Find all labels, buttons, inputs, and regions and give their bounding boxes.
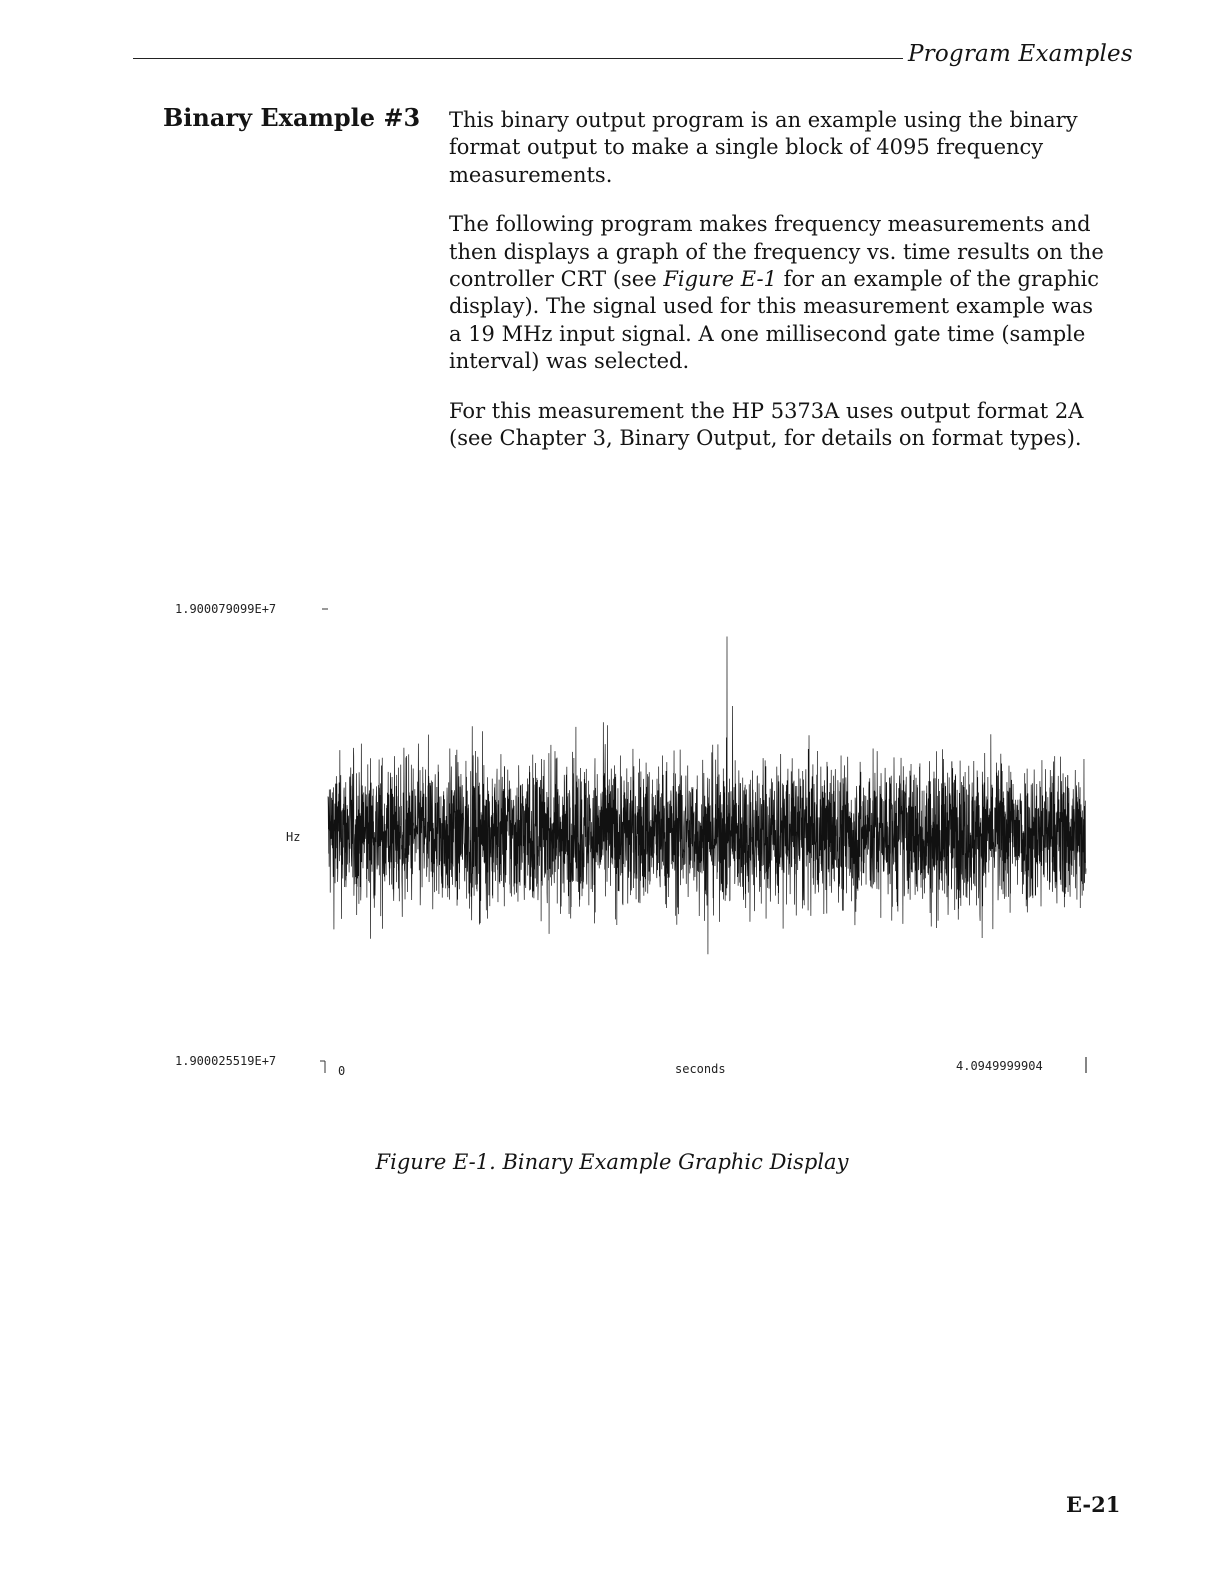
x-max-label: 4.0949999904 bbox=[956, 1059, 1043, 1073]
header-rule bbox=[133, 58, 903, 59]
paragraph-2-text-a: The following program makes frequency measurements and then displays a graph of the frequency vs. time results on the controller CRT (see bbox=[449, 212, 1104, 292]
frequency-series-line bbox=[328, 637, 1086, 955]
x-min-label: 0 bbox=[338, 1064, 346, 1078]
y-max-label: 1.900079099E+7 bbox=[175, 602, 277, 616]
x-axis-label: seconds bbox=[675, 1062, 726, 1076]
y-min-label: 1.900025519E+7 bbox=[175, 1054, 277, 1068]
chart-svg bbox=[160, 590, 1100, 1090]
paragraph-2 bbox=[449, 211, 1109, 375]
frequency-trace bbox=[328, 637, 1086, 955]
y-axis-label: Hz bbox=[286, 830, 301, 844]
figure-reference: Figure E-1 bbox=[663, 267, 777, 292]
paragraph-1: This binary output program is an example using the binary format output to make a single block of 4095 frequency measurements. bbox=[449, 108, 1078, 187]
paragraph-2-text-b: for an example of the graphic display). The signal used for this measurement example was a 19 MHz input signal. A one millisecond gate time (sample interval) was selected. bbox=[449, 267, 1100, 374]
frequency-chart bbox=[160, 590, 1100, 1090]
figure-caption: Figure E-1. Binary Example Graphic Display bbox=[375, 1150, 849, 1174]
paragraph-3: For this measurement the HP 5373A uses output format 2A (see Chapter 3, Binary Output, for details on format types). bbox=[449, 398, 1084, 451]
section-heading: Binary Example #3 bbox=[163, 103, 421, 132]
running-header-title: Program Examples bbox=[908, 41, 1133, 67]
body-text bbox=[449, 107, 1109, 474]
page-number: E-21 bbox=[1066, 1492, 1121, 1517]
